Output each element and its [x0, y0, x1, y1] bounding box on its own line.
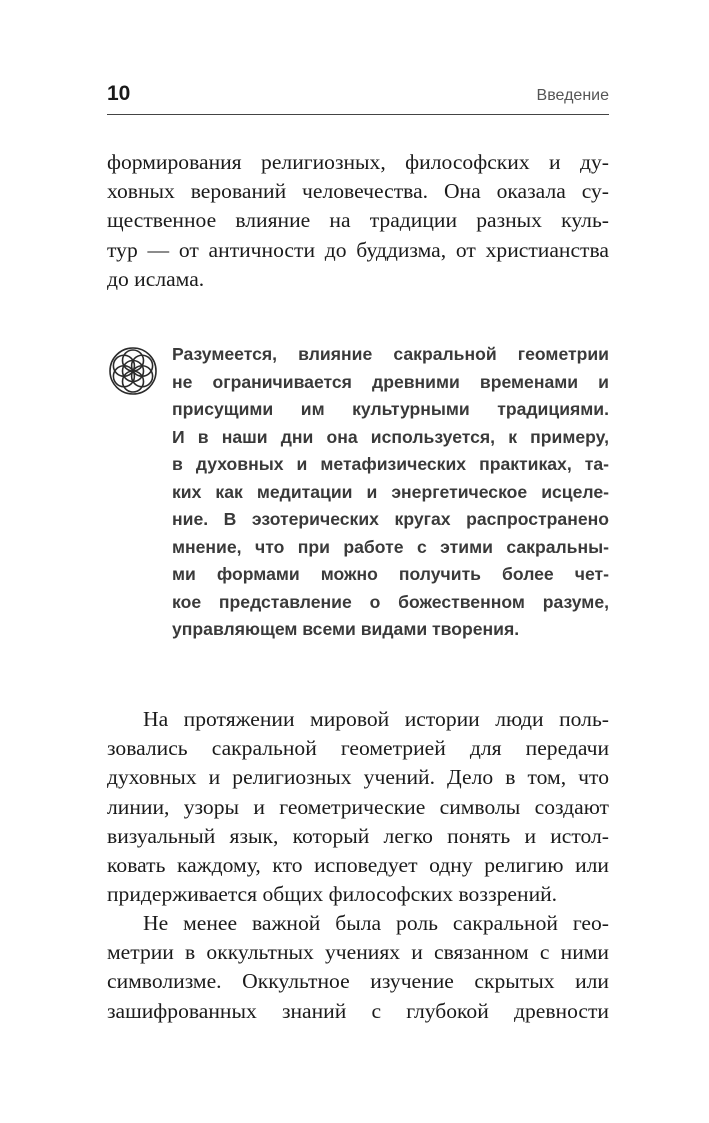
callout-line: не ограничивается древними временами и [172, 371, 609, 392]
text-line: ковать каждому, кто исповедует одну религию или [107, 853, 609, 878]
callout-text [172, 341, 609, 644]
callout-line: Разумеется, влияние сакральной геометрии [172, 344, 609, 364]
text-line: символизме. Оккультное изучение скрытых или [107, 969, 609, 994]
flower-of-life-icon [108, 346, 158, 396]
text-line: до ислама. [107, 266, 205, 291]
callout-line: присущими им культурными традициями. [172, 399, 609, 419]
callout-line: кое представление о божественном разуме, [172, 591, 609, 612]
callout-line: мнение, что при работе с этими сакральны- [172, 536, 609, 557]
paragraph [107, 705, 609, 909]
text-line: духовных и религиозных учений. Дело в том, что [107, 765, 609, 790]
callout-line: И в наши дни она используется, к примеру, [172, 426, 609, 447]
text-line: Не менее важной была роль сакральной гео- [143, 911, 609, 935]
callout-line: в духовных и метафизических практиках, та- [172, 454, 609, 474]
paragraph [107, 909, 609, 1026]
callout-line: ние. В эзотерических кругах распространено [172, 509, 609, 529]
page-header [107, 82, 609, 115]
text-line: тур — от античности до буддизма, от христианства [107, 237, 609, 262]
callout-line: управляющем всеми видами творения. [172, 619, 520, 639]
text-line: щественное влияние на традиции разных куль- [107, 208, 609, 233]
text-line: линии, узоры и геометрические символы создают [107, 794, 609, 819]
text-line: зовались сакральной геометрией для передачи [107, 736, 609, 761]
callout-line: ми формами можно получить более чет- [172, 564, 609, 584]
page-number: 10 [107, 82, 131, 105]
running-title: Введение [536, 87, 609, 104]
text-line: придерживается общих философских воззрений. [107, 882, 558, 907]
text-line: метрии в оккультных учениях и связанном с ними [107, 940, 609, 965]
text-line: формирования религиозных, философских и ду- [107, 150, 609, 174]
text-line: визуальный язык, который легко понять и истол- [107, 823, 609, 848]
paragraph-continuation [107, 148, 609, 294]
text-line: На протяжении мировой истории люди поль- [143, 707, 609, 731]
callout-line: ких как медитации и энергетическое исцеле- [172, 481, 609, 502]
text-line: зашифрованных знаний с глубокой древности [107, 998, 609, 1023]
text-line: ховных верований человечества. Она оказала су- [107, 179, 609, 204]
